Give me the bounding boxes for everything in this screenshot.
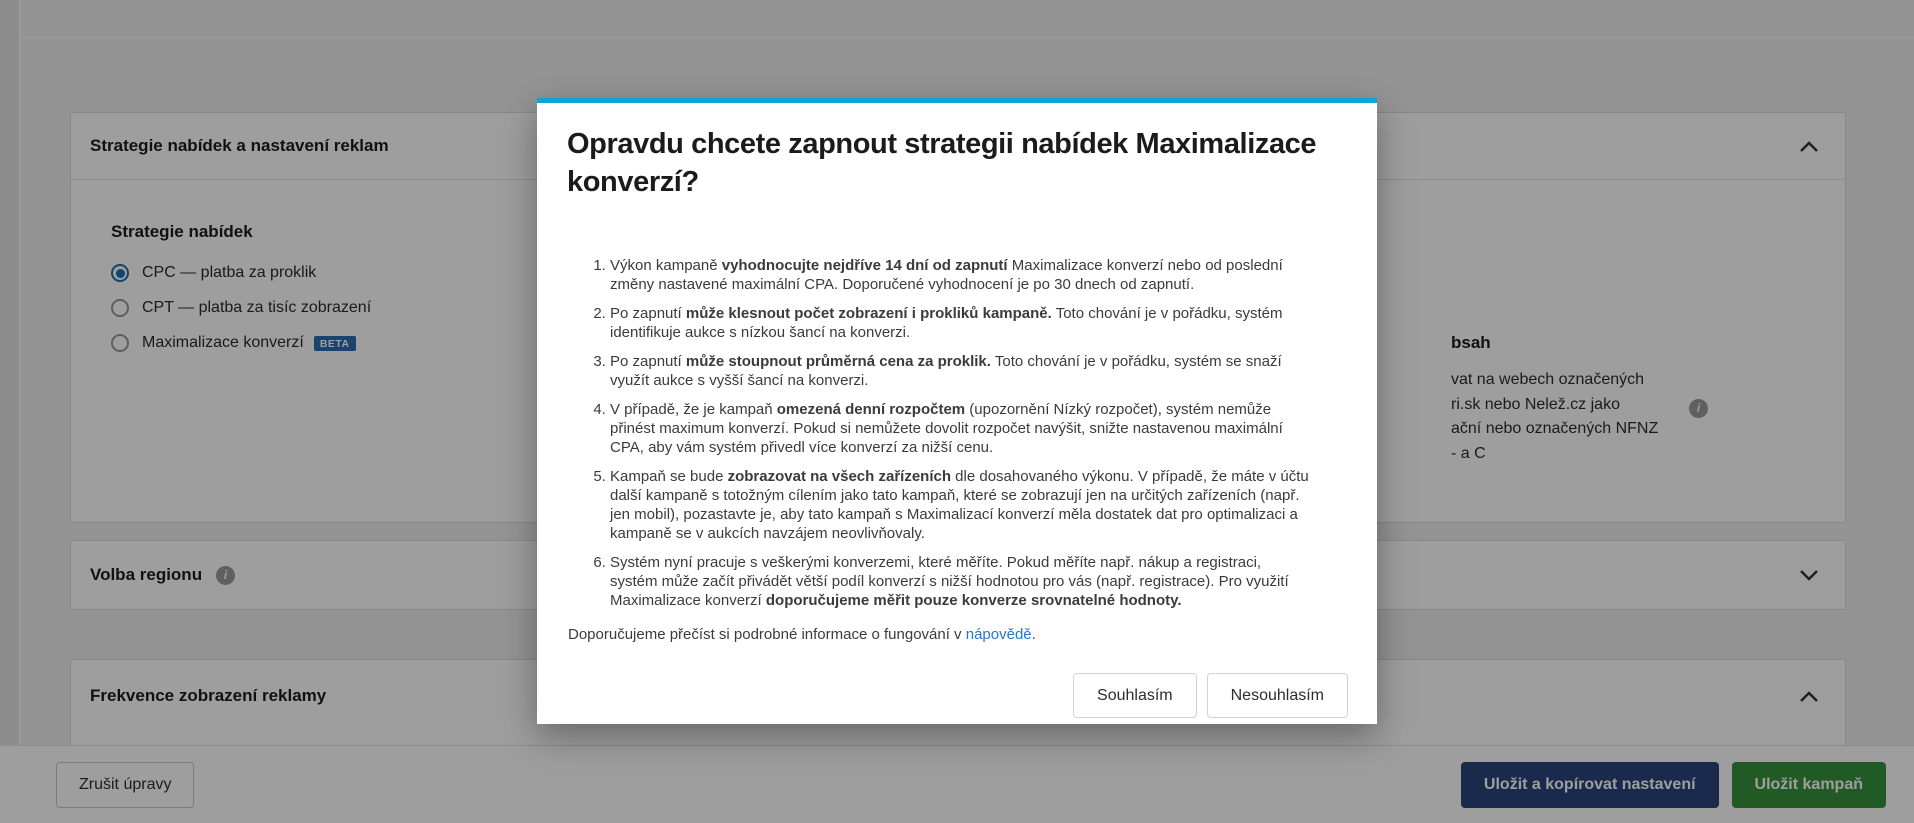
disagree-button[interactable]: Nesouhlasím: [1207, 673, 1348, 718]
modal-note: [568, 626, 1036, 643]
fragment-line: - a C: [1451, 444, 1486, 462]
fragment-line: ri.sk nebo Nelež.cz jako: [1451, 395, 1620, 413]
frequency-card-title: Frekvence zobrazení reklamy: [90, 686, 327, 705]
modal-note-text: Doporučujeme přečíst si podrobné informace o fungování v: [568, 626, 966, 643]
agree-button[interactable]: Souhlasím: [1073, 673, 1197, 718]
radio-label: CPT — platba za tisíc zobrazení: [142, 299, 372, 316]
modal-note-suffix: .: [1031, 626, 1036, 643]
info-icon[interactable]: i: [1689, 399, 1708, 418]
info-icon[interactable]: i: [216, 566, 235, 585]
region-card-title: Volba regionu: [90, 565, 203, 584]
modal-list-item: 3. Po zapnutí může stoupnout průměrná cena za proklik. Toto chování je v pořádku, systém se snaží využít aukce s vyšší šancí na konverzi.: [610, 352, 1312, 390]
modal-title: Opravdu chcete zapnout strategii nabídek Maximalizace konverzí?: [567, 128, 1317, 198]
radio-label: Maximalizace konverzí: [142, 334, 304, 351]
modal-list-item: 4. V případě, že je kampaň omezená denní rozpočtem (upozornění Nízký rozpočet), systém nemůže přinést maximum konverzí. Pokud si nemůžete dovolit rozpočet navýšit, snižte nastavenou maximální CPA, aby vám systém přivedl více konverzí za nižší cenu.: [610, 400, 1312, 457]
content-fragment-heading: bsah: [1451, 333, 1491, 352]
cancel-changes-button[interactable]: Zrušit úpravy: [56, 762, 194, 808]
bid-strategy-card-title: Strategie nabídek a nastavení reklam: [90, 136, 389, 155]
modal-list-item: 1. Výkon kampaně vyhodnocujte nejdříve 14 dní od zapnutí Maximalizace konverzí nebo od poslední změny nastavené maximální CPA. Doporučené vyhodnocení je po 30 dnech od zapnutí.: [610, 256, 1312, 294]
fragment-line: vat na webech označených: [1451, 371, 1645, 388]
radio-label: CPC — platba za proklik: [142, 264, 317, 281]
save-and-copy-button[interactable]: Uložit a kopírovat nastavení: [1461, 762, 1719, 808]
modal-list-item: 6. Systém nyní pracuje s veškerými konverzemi, které měříte. Pokud měříte např. nákup a registraci, systém může začít přivádět větší podíl konverzí s nižší hodnotou pro vás (např. registrace). Pro využití Maximalizace konverzí doporučujeme měřit pouze konverze srovnatelné hodnoty.: [610, 553, 1312, 610]
help-link[interactable]: nápovědě: [965, 626, 1032, 643]
modal-list: [567, 256, 1312, 610]
confirmation-modal: [537, 98, 1377, 724]
modal-list-item: 5. Kampaň se bude zobrazovat na všech zařízeních dle dosahovaného výkonu. V případě, že máte v účtu další kampaně s totožným cílením jako tato kampaň, které se zobrazují jen na určitých zařízeních (např. jen mobil), pozastavte je, aby tato kampaň s Maximalizací konverzí měla dostatek dat pro optimalizaci a kampaně se v aukcích navzájem neovlivňovaly.: [610, 467, 1312, 543]
beta-badge: BETA: [314, 336, 356, 351]
bid-strategy-group-label: Strategie nabídek: [111, 222, 253, 241]
modal-list-item: 2. Po zapnutí může klesnout počet zobrazení i prokliků kampaně. Toto chování je v pořádku, systém identifikuje aukce s nízkou šancí na konverzi.: [610, 304, 1312, 342]
fragment-line: ační nebo označených NFNZ: [1451, 420, 1659, 437]
modal-actions: [1063, 673, 1348, 718]
save-campaign-button[interactable]: Uložit kampaň: [1732, 762, 1886, 808]
